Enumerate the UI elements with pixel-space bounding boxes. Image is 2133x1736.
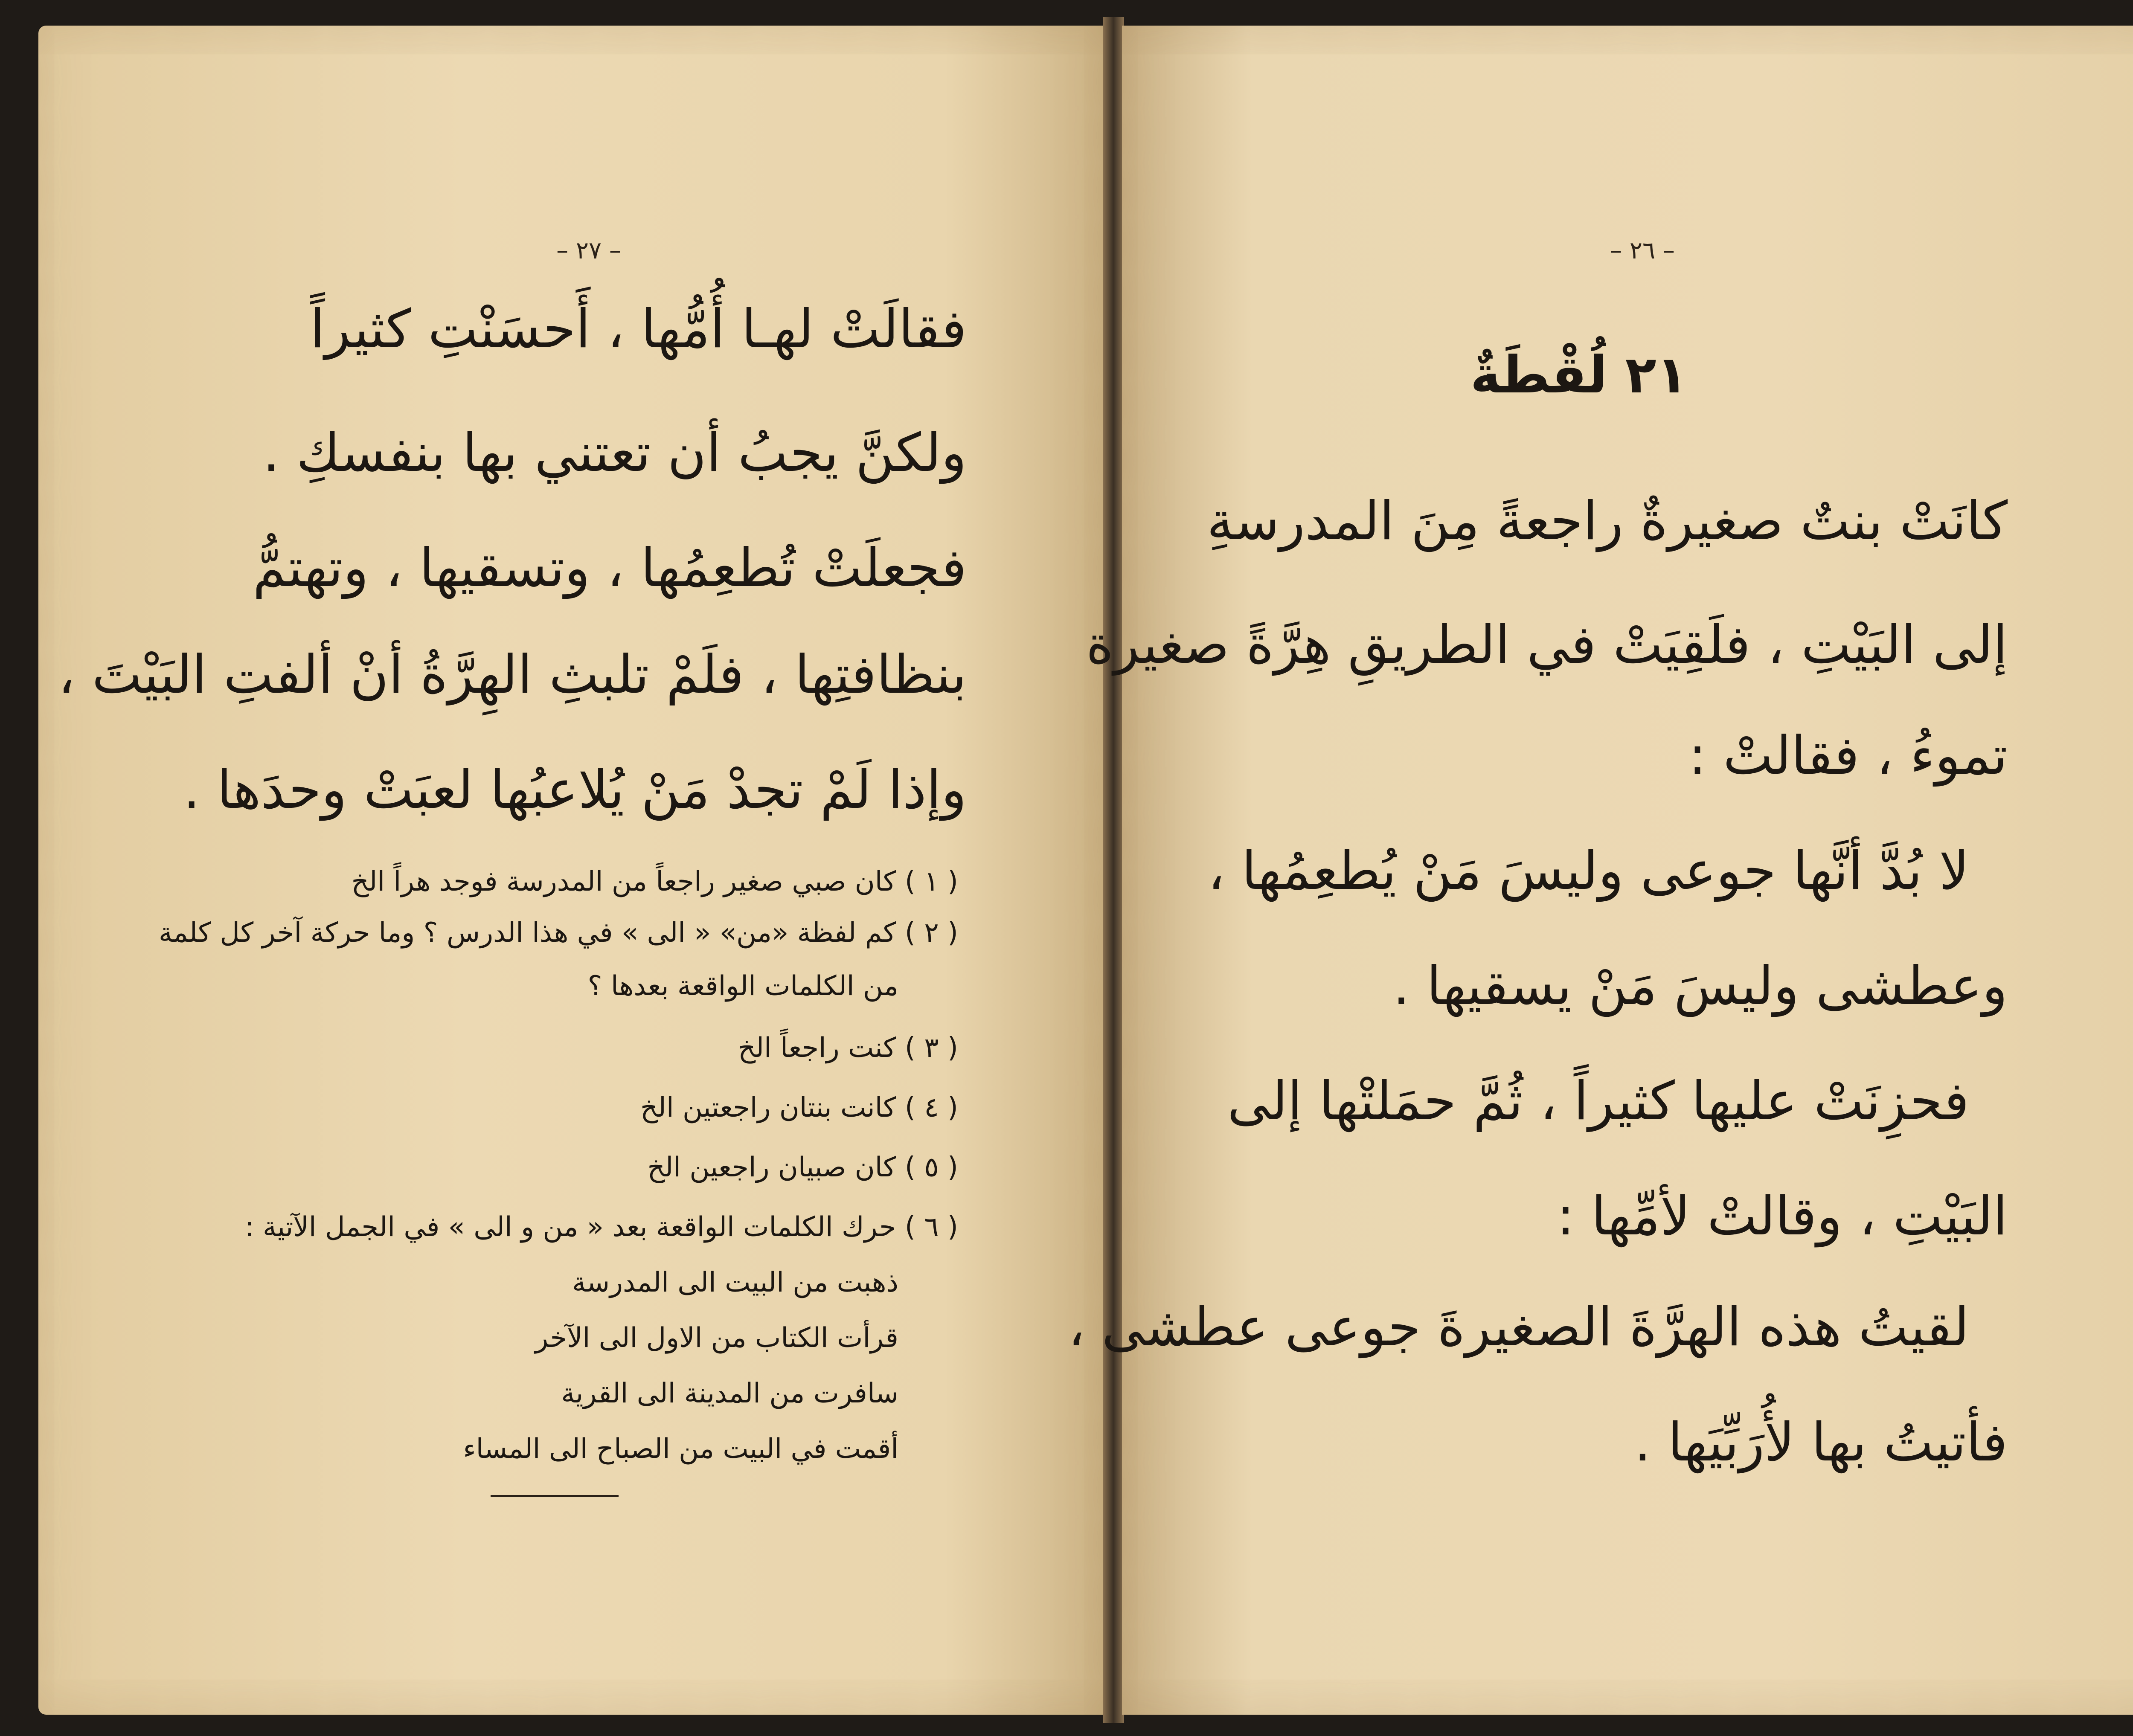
right-text-line-3: تموءُ ، فقالتْ : xyxy=(1688,725,2008,787)
right-text-line-9: فأتيتُ بها لأُرَبِّيَها . xyxy=(1634,1412,2008,1473)
exercise-6-sentence-4: أقمت في البيت من الصباح الى المساء xyxy=(463,1433,898,1465)
lesson-title: ٢١ لُقْطَةٌ xyxy=(1470,345,1688,405)
exercise-5: ( ٥ ) كان صبيان راجعين الخ xyxy=(647,1152,958,1183)
end-rule xyxy=(491,1495,619,1497)
exercise-6-sentence-1: ذهبت من البيت الى المدرسة xyxy=(572,1267,898,1298)
left-text-line-5: وإذا لَمْ تجدْ مَنْ يُلاعبُها لعبَتْ وحدَها . xyxy=(183,759,967,821)
left-text-line-2: ولكنَّ يجبُ أن تعتني بها بنفسكِ . xyxy=(262,422,967,484)
exercise-6: ( ٦ ) حرك الكلمات الواقعة بعد « من و الى » في الجمل الآتية : xyxy=(245,1211,958,1243)
exercise-3: ( ٣ ) كنت راجعاً الخ xyxy=(738,1032,958,1064)
right-text-line-8: لقيتُ هذه الهرَّةَ الصغيرةَ جوعى عطشى ، xyxy=(1068,1297,1969,1358)
exercise-2: ( ٢ ) كم لفظة «من» « الى » في هذا الدرس ؟ وما حركة آخر كل كلمة xyxy=(159,917,958,949)
right-text-line-5: وعطشى وليسَ مَنْ يسقيها . xyxy=(1393,955,2008,1017)
right-text-line-1: كانَتْ بنتٌ صغيرةٌ راجعةً مِنَ المدرسةِ xyxy=(1206,491,2008,552)
left-text-line-3: فجعلَتْ تُطعِمُها ، وتسقيها ، وتهتمُّ xyxy=(253,537,967,599)
right-text-line-4: لا بُدَّ أنَّها جوعى وليسَ مَنْ يُطعِمُها ، xyxy=(1208,840,1969,902)
right-text-line-7: البَيْتِ ، وقالتْ لأمِّها : xyxy=(1557,1186,2008,1247)
exercise-6-sentence-2: قرأت الكتاب من الاول الى الآخر xyxy=(535,1322,898,1354)
book-gutter xyxy=(1103,17,1124,1723)
right-page-number: – ٢٦ – xyxy=(1610,237,1675,264)
right-text-line-2: إلى البَيْتِ ، فلَقِيَتْ في الطريقِ هِرَّةً صغيرة xyxy=(1086,614,2008,676)
left-page-number: – ٢٧ – xyxy=(556,237,621,264)
right-text-line-6: فحزِنَتْ عليها كثيراً ، ثُمَّ حمَلتْها إلى xyxy=(1227,1071,1969,1132)
left-text-line-1: فقالَتْ لهـا أُمُّها ، أَحسَنْتِ كثيراً xyxy=(310,299,967,360)
exercise-1: ( ١ ) كان صبي صغير راجعاً من المدرسة فوجد هراً الخ xyxy=(351,866,958,897)
exercise-6-sentence-3: سافرت من المدينة الى القرية xyxy=(561,1378,898,1409)
exercise-4: ( ٤ ) كانت بنتان راجعتين الخ xyxy=(640,1092,958,1123)
exercise-2-continued: من الكلمات الواقعة بعدها ؟ xyxy=(587,970,898,1002)
left-text-line-4: بنظافتِها ، فلَمْ تلبثِ الهِرَّةُ أنْ ألفتِ البَيْتَ ، xyxy=(58,644,967,705)
